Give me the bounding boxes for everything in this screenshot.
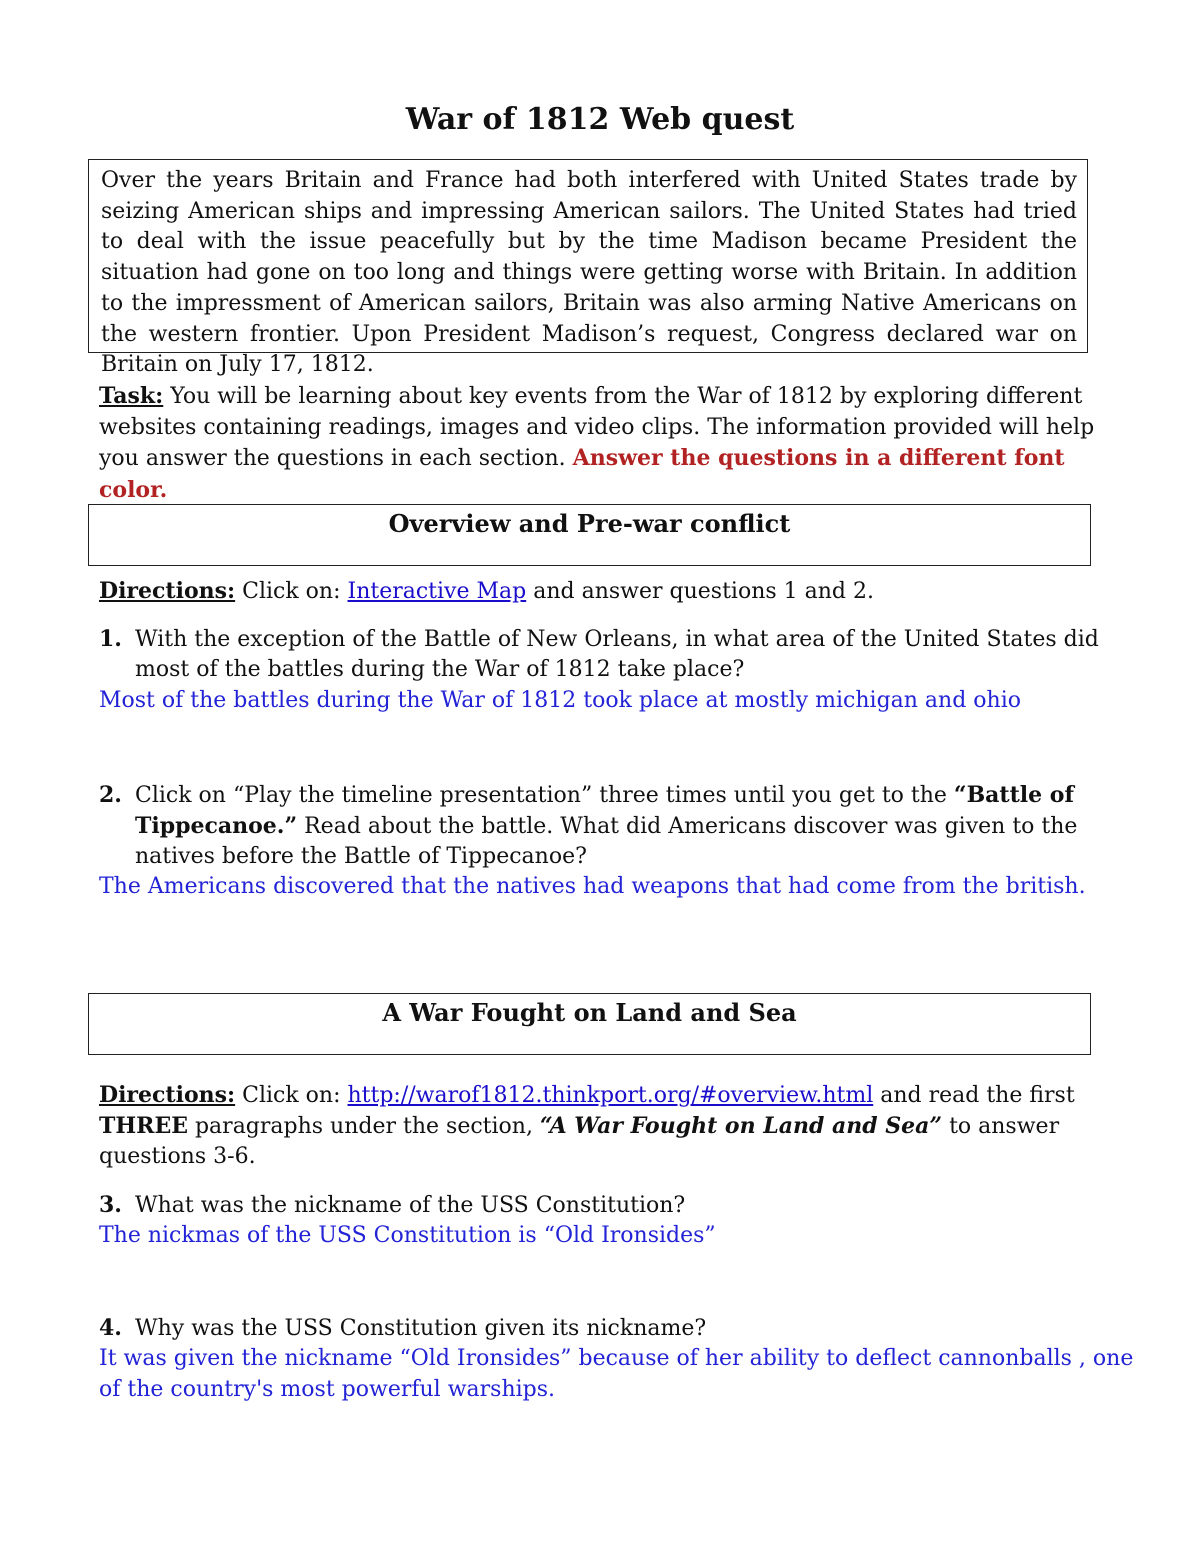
answer-3[interactable]: The nickmas of the USS Constitution is “Old Ironsides” bbox=[99, 1223, 716, 1248]
directions-label: Directions: bbox=[99, 578, 236, 604]
question-number: 1. bbox=[99, 626, 122, 652]
question-2-line-3: natives before the Battle of Tippecanoe? bbox=[135, 844, 587, 869]
directions-line: Directions: Click on: http://warof1812.thinkport.org/#overview.html and read the first bbox=[99, 1082, 1075, 1108]
question-1: 1. With the exception of the Battle of New Orleans, in what area of the United States did bbox=[99, 624, 1099, 656]
directions-line-2: THREE paragraphs under the section, “A War Fought on Land and Sea” to answer bbox=[99, 1113, 1060, 1139]
answer-4-line-1[interactable]: It was given the nickname “Old Ironsides” because of her ability to deflect cannonballs , one bbox=[99, 1346, 1134, 1371]
answer-1[interactable]: Most of the battles during the War of 1812 took place at mostly michigan and ohio bbox=[99, 688, 1021, 713]
task-highlight: Answer the questions in a different font color. bbox=[99, 445, 1065, 504]
question-3: 3. What was the nickname of the USS Constitution? bbox=[99, 1190, 685, 1222]
task-label: Task: bbox=[99, 383, 164, 409]
question-1-line-2: most of the battles during the War of 1812 take place? bbox=[135, 657, 745, 682]
section-heading-box bbox=[88, 504, 1091, 566]
answer-4-line-2[interactable]: of the country's most powerful warships. bbox=[99, 1377, 556, 1402]
thinkport-link[interactable]: http://warof1812.thinkport.org/#overview.html bbox=[347, 1083, 874, 1108]
question-4: 4. Why was the USS Constitution given its nickname? bbox=[99, 1313, 706, 1345]
question-2: 2. Click on “Play the timeline presentation” three times until you get to the “Battle of bbox=[99, 780, 1074, 812]
question-2-line-2: Tippecanoe.” Read about the battle. What did Americans discover was given to the bbox=[135, 813, 1078, 839]
page-title: War of 1812 Web quest bbox=[405, 102, 795, 137]
directions-line: Directions: Click on: Interactive Map and answer questions 1 and 2. bbox=[99, 578, 874, 604]
section-heading: Overview and Pre-war conflict bbox=[388, 509, 791, 538]
question-number: 3. bbox=[99, 1192, 122, 1218]
section-heading: A War Fought on Land and Sea bbox=[382, 998, 797, 1027]
directions-line-3: questions 3-6. bbox=[99, 1144, 256, 1169]
directions-label: Directions: bbox=[99, 1082, 236, 1108]
answer-2[interactable]: The Americans discovered that the natives had weapons that had come from the british. bbox=[99, 874, 1086, 899]
question-number: 4. bbox=[99, 1315, 122, 1341]
section-heading-box bbox=[88, 993, 1091, 1055]
question-number: 2. bbox=[99, 782, 122, 808]
intro-box bbox=[88, 159, 1088, 378]
task-text: You will be learning about key events from the War of 1812 by exploring different websites containing readings, images and video clips. The information provided will help you answer the questions in each section. bbox=[99, 384, 1095, 472]
task-paragraph bbox=[99, 381, 1099, 507]
intro-paragraph: Over the years Britain and France had both interfered with United States trade by seizing American ships and impressing American sailors. The United States had tried to deal with the issue peacefully but by the time Madison became President the situation had gone on too long and things were getting worse with Britain. In addition to the impressment of American sailors, Britain was also arming Native Americans on the western frontier. Upon President Madison’s request, Congress declared war on Britain on July 17, 1812. bbox=[101, 168, 1077, 378]
interactive-map-link[interactable]: Interactive Map bbox=[347, 579, 527, 604]
